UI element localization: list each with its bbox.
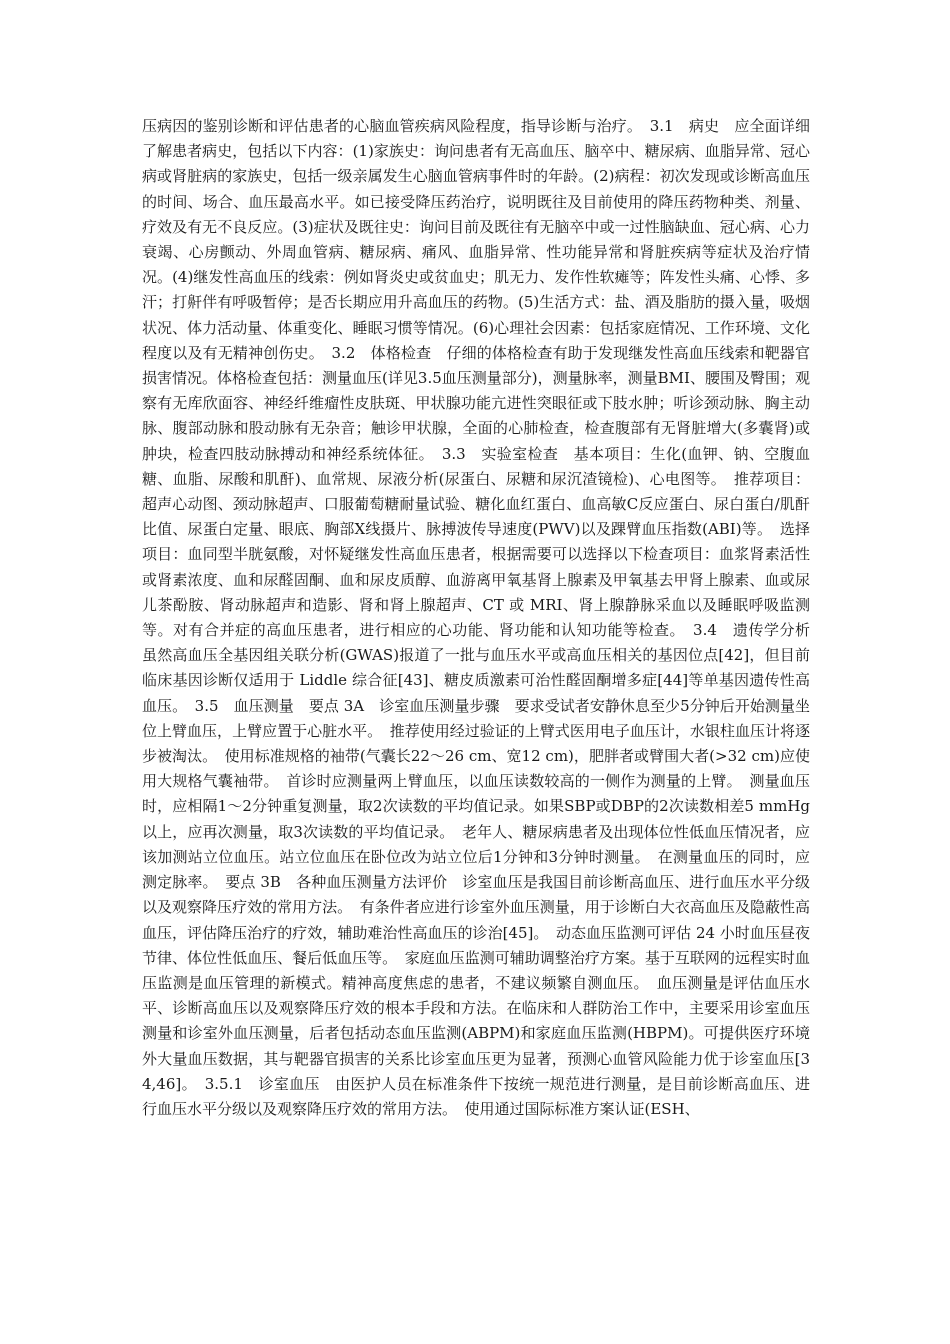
body-paragraph: 压病因的鉴别诊断和评估患者的心脑血管疾病风险程度，指导诊断与治疗。 3.1 病史 应全面详细了解患者病史，包括以下内容：(1)家族史：询问患者有无高血压、脑卒中、糖尿病、血脂异常、冠心病或肾脏病的家族史，包括一级亲属发生心脑血管病事件时的年龄。(2)病程：初次发现或诊断高血压的时间、场合、血压最高水平。如已接受降压药治疗，说明既往及目前使用的降压药物种类、剂量、疗效及有无不良反应。(3)症状及既往史：询问目前及既往有无脑卒中或一过性脑缺血、冠心病、心力衰竭、心房颤动、外周血管病、糖尿病、痛风、血脂异常、性功能异常和肾脏疾病等症状及治疗情况。(4)继发性高血压的线索：例如肾炎史或贫血史；肌无力、发作性软瘫等；阵发性头痛、心悸、多汗；打鼾伴有呼吸暂停；是否长期应用升高血压的药物。(5)生活方式：盐、酒及脂肪的摄入量，吸烟状况、体力活动量、体重变化、睡眠习惯等情况。(6)心理社会因素：包括家庭情况、工作环境、文化程度以及有无精神创伤史。 3.2 体格检查 仔细的体格检查有助于发现继发性高血压线索和靶器官损害情况。体格检查包括：测量血压(详见3.5血压测量部分)，测量脉率，测量BMI、腰围及臀围；观察有无库欣面容、神经纤维瘤性皮肤斑、甲状腺功能亢进性突眼征或下肢水肿；听诊颈动脉、胸主动脉、腹部动脉和股动脉有无杂音；触诊甲状腺，全面的心肺检查，检查腹部有无肾脏增大(多囊肾)或肿块，检查四肢动脉搏动和神经系统体征。 3.3 实验室检查 基本项目：生化(血钾、钠、空腹血糖、血脂、尿酸和肌酐)、血常规、尿液分析(尿蛋白、尿糖和尿沉渣镜检)、心电图等。 推荐项目：超声心动图、颈动脉超声、口服葡萄糖耐量试验、糖化血红蛋白、血高敏C反应蛋白、尿白蛋白/肌酐比值、尿蛋白定量、眼底、胸部X线摄片、脉搏波传导速度(PWV)以及踝臂血压指数(ABI)等。 选择项目：血同型半胱氨酸，对怀疑继发性高血压患者，根据需要可以选择以下检查项目：血浆肾素活性或肾素浓度、血和尿醛固酮、血和尿皮质醇、血游离甲氧基肾上腺素及甲氧基去甲肾上腺素、血或尿儿茶酚胺、肾动脉超声和造影、肾和肾上腺超声、CT 或 MRI、肾上腺静脉采血以及睡眠呼吸监测等。对有合并症的高血压患者，进行相应的心功能、肾功能和认知功能等检查。 3.4 遗传学分析 虽然高血压全基因组关联分析(GWAS)报道了一批与血压水平或高血压相关的基因位点[42]，但目前临床基因诊断仅适用于 Liddle 综合征[43]、糖皮质激素可治性醛固酮增多症[44]等单基因遗传性高血压。 3.5 血压测量 要点 3A 诊室血压测量步骤 要求受试者安静休息至少5分钟后开始测量坐位上臂血压，上臂应置于心脏水平。 推荐使用经过验证的上臂式医用电子血压计，水银柱血压计将逐步被淘汰。 使用标准规格的袖带(气囊长22～26 cm、宽12 cm)，肥胖者或臂围大者(>32 cm)应使用大规格气囊袖带。 首诊时应测量两上臂血压，以血压读数较高的一侧作为测量的上臂。 测量血压时，应相隔1～2分钟重复测量，取2次读数的平均值记录。如果SBP或DBP的2次读数相差5 mmHg以上，应再次测量，取3次读数的平均值记录。 老年人、糖尿病患者及出现体位性低血压情况者，应该加测站立位血压。站立位血压在卧位改为站立位后1分钟和3分钟时测量。 在测量血压的同时，应测定脉率。 要点 3B 各种血压测量方法评价 诊室血压是我国目前诊断高血压、进行血压水平分级以及观察降压疗效的常用方法。 有条件者应进行诊室外血压测量，用于诊断白大衣高血压及隐蔽性高血压，评估降压治疗的疗效，辅助难治性高血压的诊治[45]。 动态血压监测可评估 24 小时血压昼夜节律、体位性低血压、餐后低血压等。 家庭血压监测可辅助调整治疗方案。基于互联网的远程实时血压监测是血压管理的新模式。精神高度焦虑的患者，不建议频繁自测血压。 血压测量是评估血压水平、诊断高血压以及观察降压疗效的根本手段和方法。在临床和人群防治工作中，主要采用诊室血压测量和诊室外血压测量，后者包括动态血压监测(ABPM)和家庭血压监测(HBPM)。可提供医疗环境外大量血压数据，其与靶器官损害的关系比诊室血压更为显著，预测心血管风险能力优于诊室血压[34,46]。 3.5.1 诊室血压 由医护人员在标准条件下按统一规范进行测量，是目前诊断高血压、进行血压水平分级以及观察降压疗效的常用方法。 使用通过国际标准方案认证(ESH、	[142, 117, 826, 1118]
